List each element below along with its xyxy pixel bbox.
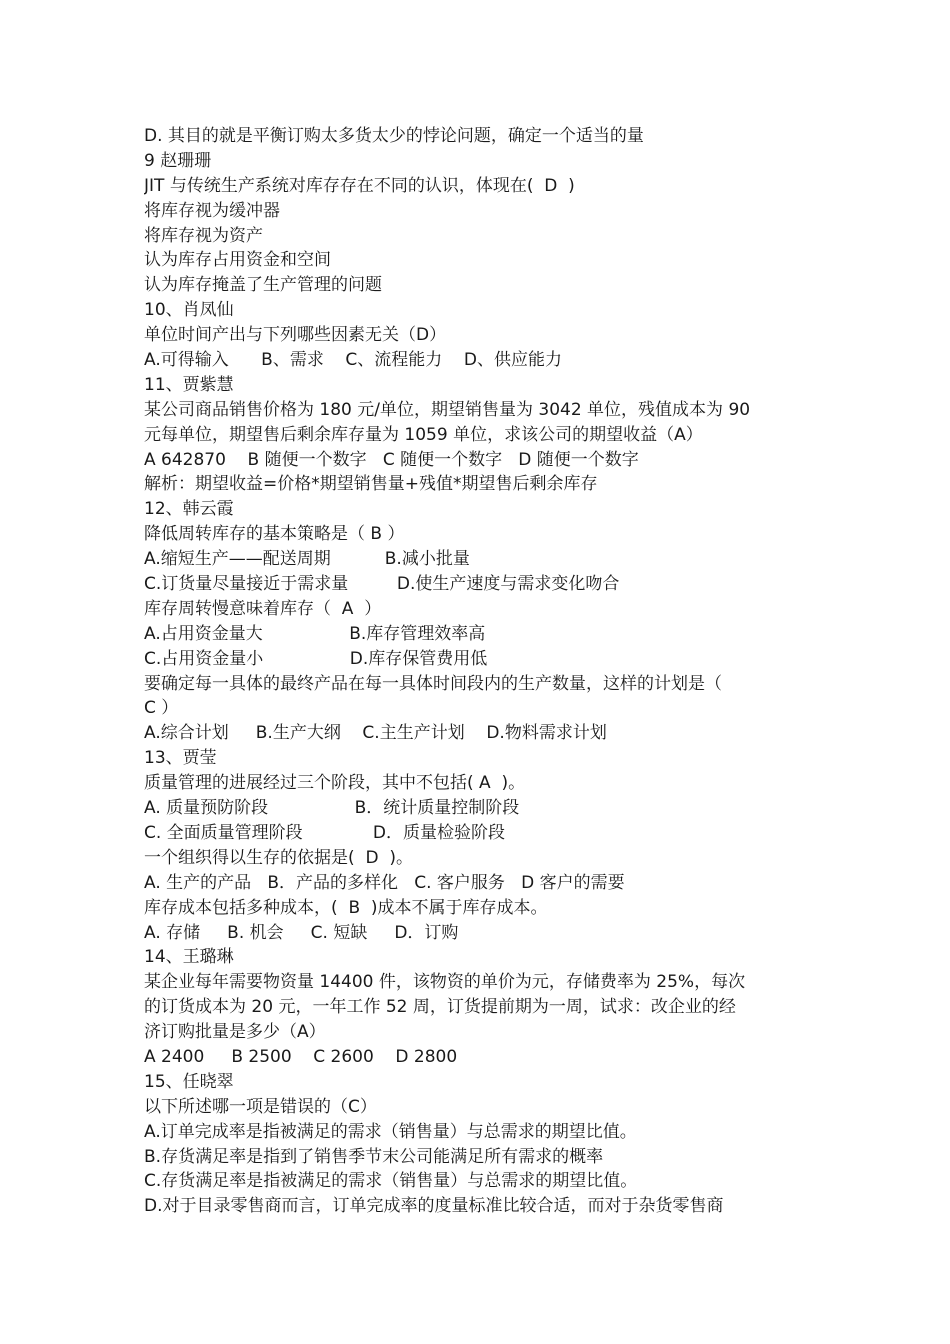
text-line: C.订货量尽量接近于需求量 D.使生产速度与需求变化吻合 [144,574,620,595]
text-line: 认为库存占用资金和空间 [144,250,331,271]
text-line: 15、任晓翠 [144,1071,234,1092]
text-line: 质量管理的进展经过三个阶段，其中不包括( A )。 [144,773,526,794]
text-line: 12、韩云霞 [144,499,234,520]
text-line: 14、王璐琳 [144,947,234,968]
text-line: A.可得输入 B、需求 C、流程能力 D、供应能力 [144,350,563,371]
text-line: 降低周转库存的基本策略是（ B ） [144,524,405,545]
text-line: 以下所述哪一项是错误的（C） [144,1096,377,1117]
text-line: C.占用资金量小 D.库存保管费用低 [144,648,488,669]
text-line: 11、贾紫慧 [144,374,234,395]
text-line: D. 其目的就是平衡订购太多货太少的悖论问题，确定一个适当的量 [144,126,644,146]
text-line: A 2400 B 2500 C 2600 D 2800 [144,1046,458,1067]
text-line: 将库存视为资产 [144,225,263,246]
text-line: 解析：期望收益=价格*期望销售量+残值*期望售后剩余库存 [144,474,598,495]
text-line: 某公司商品销售价格为 180 元/单位，期望销售量为 3042 单位，残值成本为 90 [144,399,751,420]
text-line: A.占用资金量大 B.库存管理效率高 [144,623,486,644]
text-line: 要确定每一具体的最终产品在每一具体时间段内的生产数量，这样的计划是（ [144,673,722,694]
text-line: A.订单完成率是指被满足的需求（销售量）与总需求的期望比值。 [144,1121,637,1142]
text-line: A. 生产的产品 B．产品的多样化 C. 客户服务 D 客户的需要 [144,872,625,893]
text-line: JIT 与传统生产系统对库存存在不同的认识，体现在( D ) [144,175,575,196]
text-line: A 642870 B 随便一个数字 C 随便一个数字 D 随便一个数字 [144,449,639,470]
text-line: 库存周转慢意味着库存（ A ） [144,598,382,619]
text-line: 13、贾莹 [144,748,217,769]
text-line: A. 存储 B. 机会 C. 短缺 D．订购 [144,922,459,943]
text-line: 将库存视为缓冲器 [144,200,280,221]
text-line: A.综合计划 B.生产大纲 C.主生产计划 D.物料需求计划 [144,723,607,744]
text-line: 济订购批量是多少（A） [144,1022,326,1043]
text-line: 9 赵珊珊 [144,150,212,171]
text-line: D.对于目录零售商而言，订单完成率的度量标准比较合适，而对于杂货零售商 [144,1196,724,1217]
text-line: 某企业每年需要物资量 14400 件，该物资的单价为元，存储费率为 25%，每次 [144,972,746,993]
text-line: C. 全面质量管理阶段 D．质量检验阶段 [144,822,506,843]
text-line: 元每单位，期望售后剩余库存量为 1059 单位，求该公司的期望收益（A） [144,424,703,445]
text-line: 库存成本包括多种成本，( B )成本不属于库存成本。 [144,897,548,918]
text-line: C ） [144,698,179,719]
text-line: C.存货满足率是指被满足的需求（销售量）与总需求的期望比值。 [144,1171,638,1192]
text-line: A. 质量预防阶段 B．统计质量控制阶段 [144,798,520,819]
text-line: 10、肖凤仙 [144,300,234,321]
text-line: B.存货满足率是指到了销售季节末公司能满足所有需求的概率 [144,1146,604,1167]
text-line: 的订货成本为 20 元，一年工作 52 周，订货提前期为一周，试求：改企业的经 [144,997,736,1018]
text-line: 单位时间产出与下列哪些因素无关（D） [144,325,447,346]
document-page [144,124,814,1219]
text-line: 一个组织得以生存的依据是( D )。 [144,847,413,868]
text-line: A.缩短生产——配送周期 B.减小批量 [144,549,470,570]
text-line: 认为库存掩盖了生产管理的问题 [144,275,382,296]
